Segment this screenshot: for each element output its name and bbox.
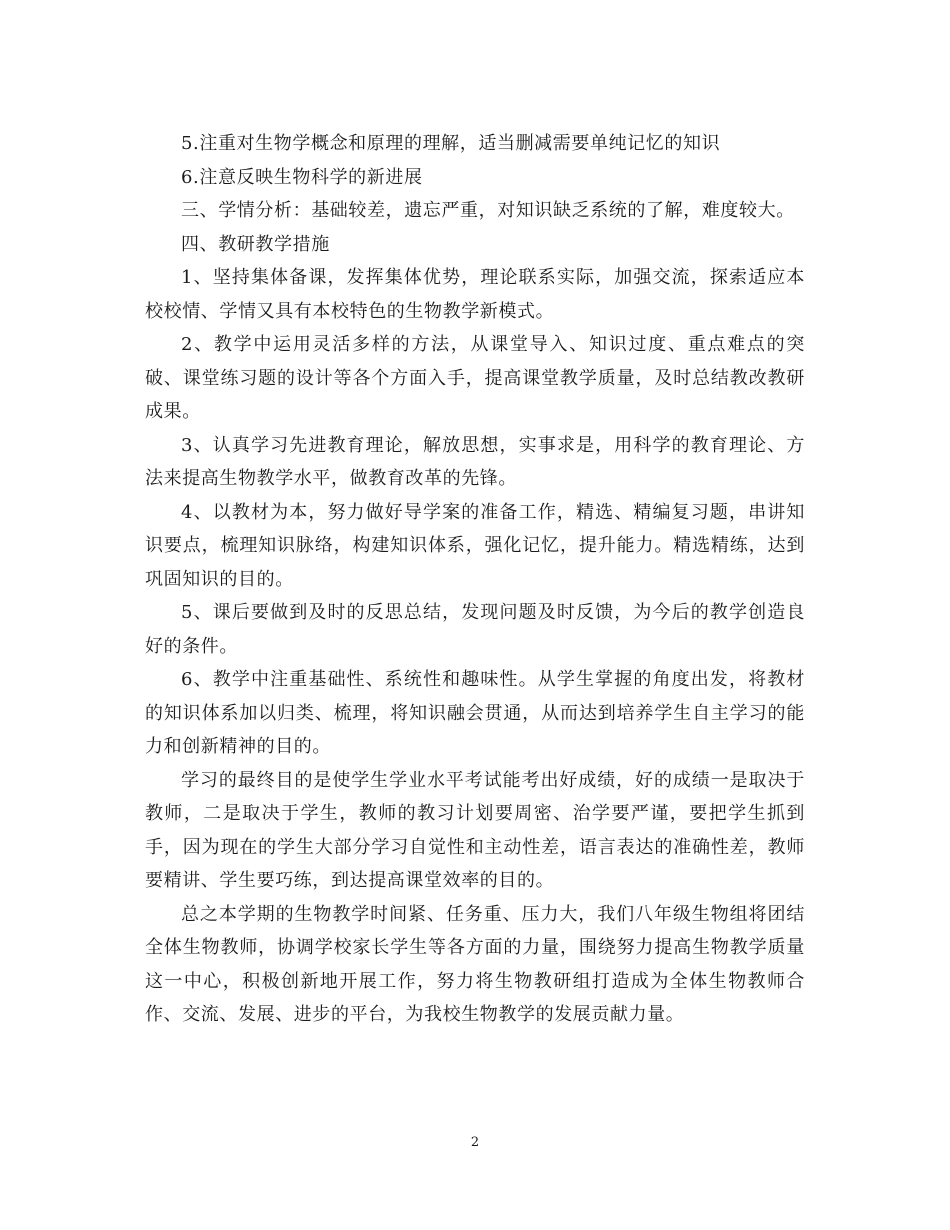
paragraph-point-6: 6.注意反映生物科学的新进展 [181, 166, 423, 188]
paragraph-conclusion: 总之本学期的生物教学时间紧、任务重、压力大，我们八年级生物组将团结全体生物教师，协调学校家长学生等各方面的力量，围绕努力提高生物教学质量这一中心，积极创新地开展工作，努力将生物教研组打造成为全体生物教师合作、交流、发展、进步的平台，为我校生物教学的发展贡献力量。 [145, 903, 805, 1025]
paragraph-measure-1: 1、坚持集体备课，发挥集体优势，理论联系实际，加强交流，探索适应本校校情、学情又具有本校特色的生物教学新模式。 [145, 267, 805, 322]
document-body [145, 127, 805, 1032]
paragraph-learning-analysis: 三、学情分析：基础较差，遗忘严重，对知识缺乏系统的了解，难度较大。 [181, 200, 795, 221]
paragraph-measure-6: 6、教学中注重基础性、系统性和趣味性。从学生掌握的角度出发，将教材的知识体系加以归类、梳理，将知识融会贯通，从而达到培养学生自主学习的能力和创新精神的目的。 [145, 669, 805, 757]
paragraph-learning-goal: 学习的最终目的是使学生学业水平考试能考出好成绩，好的成绩一是取决于教师，二是取决于学生，教师的教习计划要周密、治学要严谨，要把学生抓到手，因为现在的学生大部分学习自觉性和主动性差，语言表达的准确性差，教师要精讲、学生要巧练，到达提高课堂效率的目的。 [145, 769, 805, 891]
page-number: 2 [470, 1135, 480, 1150]
paragraph-measure-3: 3、认真学习先进教育理论，解放思想，实事求是，用科学的教育理论、方法来提高生物教学水平，做教育改革的先锋。 [145, 434, 805, 489]
paragraph-measure-4: 4、以教材为本，努力做好导学案的准备工作，精选、精编复习题，串讲知识要点，梳理知识脉络，构建知识体系，强化记忆，提升能力。精选精练，达到巩固知识的目的。 [145, 501, 805, 590]
section-heading-measures: 四、教研教学措施 [181, 233, 330, 255]
paragraph-measure-2: 2、教学中运用灵活多样的方法，从课堂导入、知识过度、重点难点的突破、课堂练习题的设计等各个方面入手，提高课堂教学质量，及时总结教改教研成果。 [145, 334, 805, 422]
paragraph-measure-5: 5、课后要做到及时的反思总结，发现问题及时反馈，为今后的教学创造良好的条件。 [145, 602, 805, 657]
paragraph-point-5: 5.注重对生物学概念和原理的理解，适当删减需要单纯记忆的知识 [181, 133, 721, 154]
